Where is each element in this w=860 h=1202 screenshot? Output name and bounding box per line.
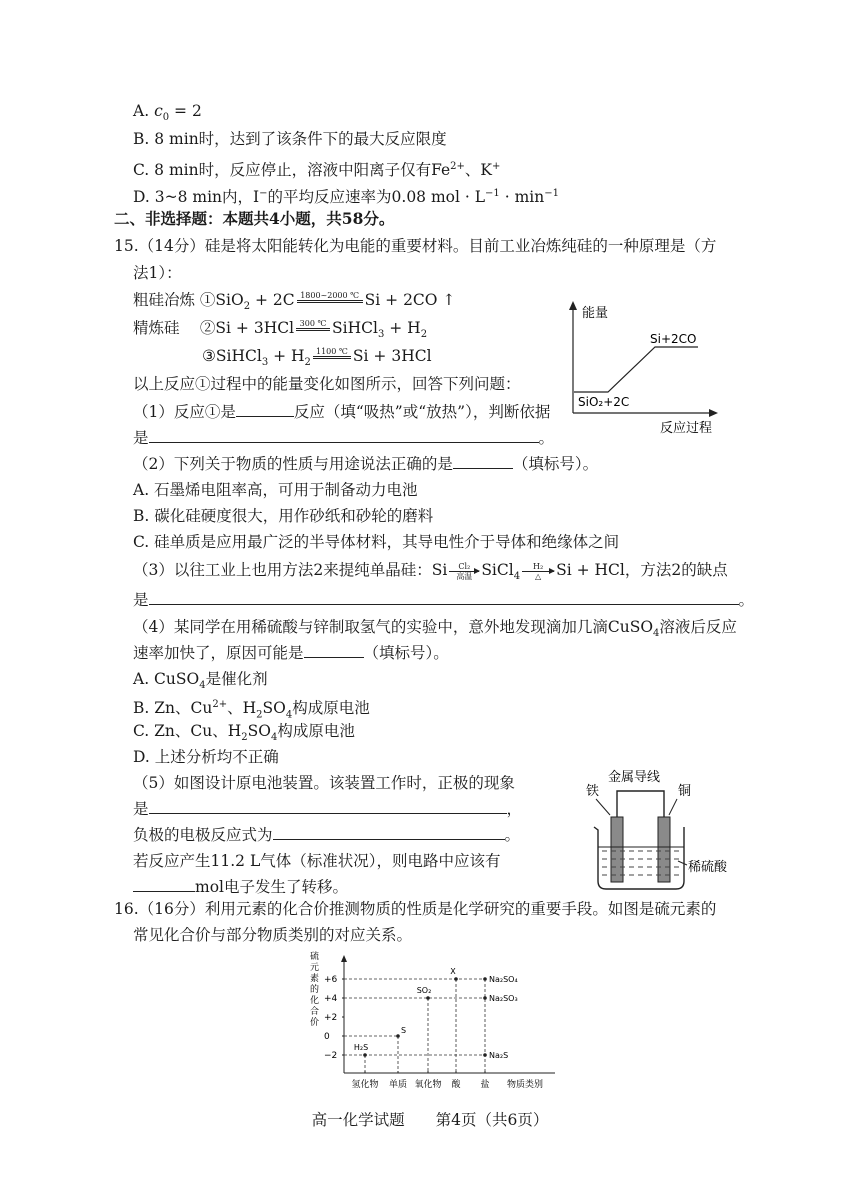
sulfur-y-label-char: 素 (310, 974, 320, 984)
sulfur-valence-chart (300, 945, 570, 1095)
q15-part3-line1: （3）以往工业上也用方法2来提纯单晶硅：Si Cl₂ 高温 SiCl$_4$ H₂ △ Si + HCl，方法2的缺点 (133, 561, 728, 583)
sulfur-y-tick-label: −2 (324, 1051, 338, 1061)
sulfur-y-tick-label: +4 (324, 994, 338, 1004)
sulfur-point-label-na2so4: Na₂SO₄ (489, 975, 518, 984)
wire-label: 金属导线 (608, 770, 661, 785)
q15-part5-line1: （5）如图设计原电池装置。该装置工作时，正极的现象 (133, 774, 515, 792)
q15-part4-option-a: A. CuSO$_4$是催化剂 (133, 670, 268, 692)
q15-part4-option-c: C. Zn、Cu、$H_2SO_4$构成原电池 (133, 722, 355, 744)
sulfur-point-label-na2so3: Na₂SO₃ (489, 994, 518, 1003)
sulfur-y-tick-label: 0 (324, 1032, 330, 1042)
sulfur-y-tick-label: +6 (324, 975, 338, 985)
sulfur-y-label-char: 硫 (310, 952, 320, 962)
energy-x-label: 反应过程 (660, 421, 713, 436)
q15-part2-option-c: C. 硅单质是应用最广泛的半导体材料，其导电性介于导体和绝缘体之间 (133, 533, 620, 551)
sulfur-point-x (454, 977, 458, 981)
section-2-title: 二、非选择题：本题共4小题，共58分。 (114, 209, 395, 228)
q14-option-d: D. 3~8 min内，I−的平均反应速率为0.08 mol · $L^{-1} \cdot \min^{-1}$ (133, 188, 559, 207)
low-energy-label: SiO₂+2C (578, 395, 630, 409)
energy-diagram (560, 295, 730, 440)
q16-line1: 16.（16分）利用元素的化合价推测物质的性质是化学研究的重要手段。如图是硫元素的 (114, 900, 717, 918)
sulfur-point-so2 (426, 996, 430, 1000)
sulfur-x-category: 单质 (388, 1080, 408, 1090)
sulfur-point-s (396, 1034, 400, 1038)
sulfur-y-label-char: 元 (310, 963, 320, 973)
sulfur-y-label-char: 的 (310, 985, 320, 995)
reaction-2: 精炼硅 ②Si + 3HCl 300 ℃ SiHCl$_3$ + $H_2$ (133, 318, 428, 341)
q15-part2-option-a: A. 石墨烯电阻率高，可用于制备动力电池 (133, 481, 418, 499)
energy-curve (574, 347, 698, 392)
page-footer: 高一化学试题 第4页（共6页） (311, 1111, 549, 1129)
iron-label: 铁 (586, 784, 600, 799)
sulfur-point-label-s: S (401, 1026, 407, 1035)
sulfur-x-category: 氢化物 (351, 1080, 379, 1090)
sulfur-point-label-x: X (450, 967, 456, 976)
solution-pointer (678, 861, 687, 865)
q15-part1-line1: （1）反应①是 反应（填“吸热”或“放热”），判断依据 (133, 403, 551, 421)
sulfur-point-label-so2: SO₂ (416, 986, 432, 995)
iron-electrode (611, 817, 623, 882)
q15-part4-line2: 速率加快了，原因可能是 （填标号）。 (133, 644, 449, 662)
sulfur-y-tick-label: +2 (324, 1013, 338, 1023)
q14-option-a: A. $c_0 = 2$ (133, 102, 202, 124)
q15-part5-line3: 负极的电极反应式为 。 (133, 826, 521, 844)
q16-line2: 常见化合价与部分物质类别的对应关系。 (133, 926, 413, 944)
sulfur-point-na2s (483, 1053, 487, 1057)
sulfur-y-arrow-icon (341, 955, 347, 962)
energy-intro: 以上反应①过程中的能量变化如图所示，回答下列问题： (133, 375, 521, 393)
sulfur-point-na2so4 (483, 977, 487, 981)
copper-electrode (658, 817, 670, 882)
q14-option-b: B. 8 min时，达到了该条件下的最大反应限度 (133, 130, 447, 148)
metal-wire (617, 791, 664, 820)
sulfur-point-label-h2s: H₂S (353, 1043, 369, 1052)
sulfur-point-h2s (363, 1053, 367, 1057)
solution-label: 稀硫酸 (688, 860, 728, 875)
high-energy-label: Si+2CO (650, 332, 697, 346)
sulfur-y-label (310, 950, 319, 1028)
x-axis-arrow-icon (709, 409, 718, 417)
copper-pointer (669, 799, 677, 815)
sulfur-y-label-char: 价 (310, 1018, 320, 1028)
q15-part5-line5: mol电子发生了转移。 (133, 876, 348, 898)
q15-part4-option-b: B. Zn、$Cu^{2+}$、$H_2SO_4$构成原电池 (133, 699, 370, 721)
sulfur-y-label-char: 化 (310, 996, 320, 1006)
q15-part2-option-b: B. 碳化硅硬度很大，用作砂纸和砂轮的磨料 (133, 507, 434, 525)
q15-part5-line4: 若反应产生11.2 L气体（标准状况），则电路中应该有 (133, 852, 501, 870)
q15-part4-option-d: D. 上述分析均不正确 (133, 748, 279, 766)
copper-label: 铜 (678, 784, 692, 799)
reaction-1: 粗硅冶炼 ①SiO$_2$ + 2C 1800~2000 ℃ Si + 2CO ↑ (133, 290, 456, 313)
q14-option-c: C. 8 min时，反应停止，溶液中阳离子仅有$Fe^{2+}$、K+ (133, 161, 501, 180)
reaction-3: ③SiHCl$_3$ + $H_2$ 1100 ℃ Si + 3HCl (202, 346, 432, 369)
q15-part1-line2: 是 。 (133, 429, 555, 447)
q15-intro-line2: 法1）： (133, 264, 182, 282)
y-axis-arrow-icon (569, 301, 577, 310)
sulfur-x-category: 物质类别 (506, 1080, 544, 1090)
sulfur-x-category: 氧化物 (414, 1080, 442, 1090)
q15-part5-line2: 是 ， (133, 800, 523, 818)
q15-part4-line1: （4）某同学在用稀硫酸与锌制取氢气的实验中，意外地发现滴加几滴CuSO$_4$溶液后反应 (133, 618, 737, 640)
q15-part3-line2: 是 。 (133, 591, 755, 609)
galvanic-cell-diagram (580, 765, 730, 895)
sulfur-x-category: 酸 (451, 1080, 461, 1090)
iron-pointer (596, 799, 610, 815)
sulfur-point-na2so3 (483, 996, 487, 1000)
q15-intro-line1: 15.（14分）硅是将太阳能转化为电能的重要材料。目前工业冶炼纯硅的一种原理是（方 (114, 237, 717, 255)
sulfur-x-category: 盐 (480, 1080, 490, 1090)
sulfur-y-label-char: 合 (310, 1007, 320, 1017)
sulfur-point-label-na2s: Na₂S (489, 1051, 509, 1060)
energy-y-label: 能量 (582, 306, 609, 321)
q15-part2: （2）下列关于物质的性质与用途说法正确的是 （填标号）。 (133, 455, 599, 473)
